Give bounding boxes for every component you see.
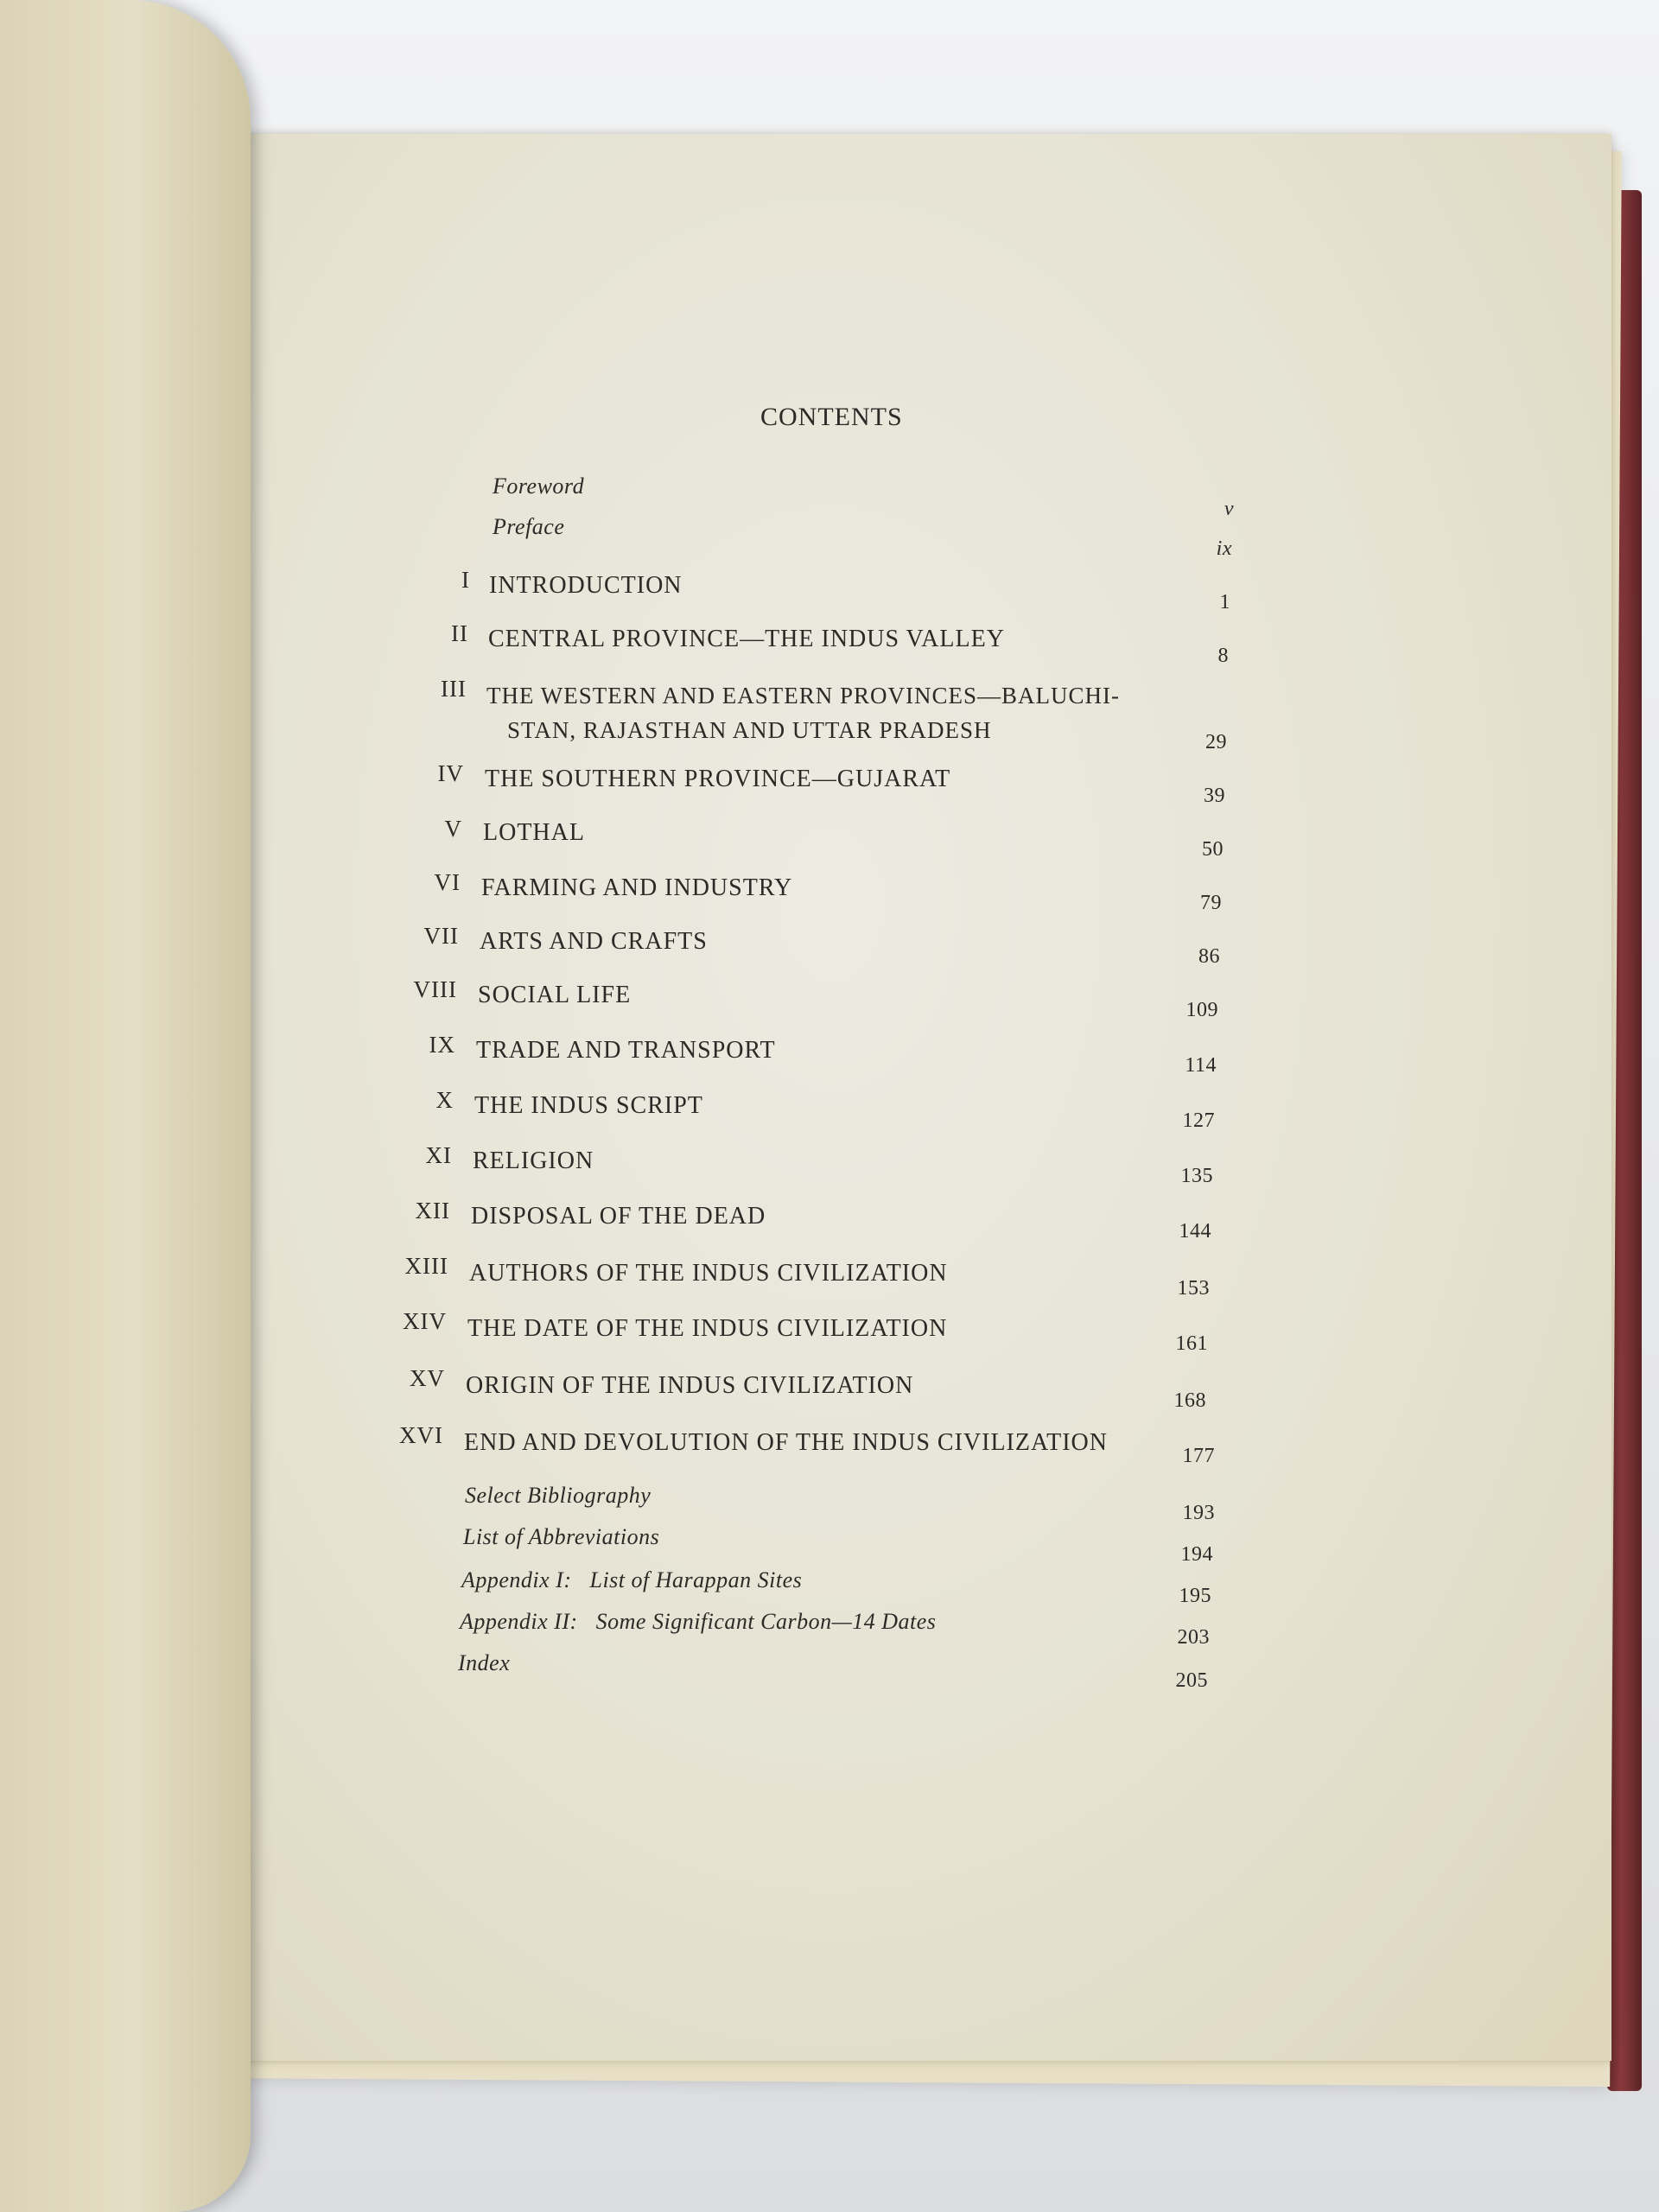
chapter-page: 114	[1185, 1054, 1217, 1077]
chapter-page: 50	[1202, 838, 1224, 861]
toc-page-abbreviations: 194	[1180, 1543, 1213, 1566]
chapter-title: THE DATE OF THE INDUS CIVILIZATION	[467, 1315, 948, 1342]
chapter-title: TRADE AND TRANSPORT	[476, 1037, 776, 1064]
chapter-title: DISPOSAL OF THE DEAD	[471, 1203, 766, 1230]
chapter-page: 86	[1198, 945, 1220, 968]
toc-page-appendix-1: 195	[1179, 1585, 1211, 1607]
chapter-title: AUTHORS OF THE INDUS CIVILIZATION	[469, 1260, 948, 1287]
chapter-numeral: XIV	[403, 1308, 447, 1334]
chapter-title: CENTRAL PROVINCE—THE INDUS VALLEY	[488, 626, 1005, 652]
chapter-title: FARMING AND INDUSTRY	[481, 874, 793, 901]
chapter-title: LOTHAL	[483, 819, 585, 846]
toc-label-foreword: Foreword	[493, 474, 585, 499]
chapter-numeral: IV	[437, 760, 464, 786]
chapter-page: 153	[1177, 1277, 1210, 1300]
chapter-title: ORIGIN OF THE INDUS CIVILIZATION	[466, 1372, 914, 1399]
chapter-title: RELIGION	[473, 1147, 594, 1174]
toc-page-appendix-2: 203	[1177, 1626, 1210, 1649]
chapter-page: 109	[1185, 999, 1218, 1021]
chapter-title: THE SOUTHERN PROVINCE—GUJARAT	[485, 766, 951, 792]
chapter-page: 8	[1217, 645, 1229, 667]
toc-page-index: 205	[1175, 1669, 1208, 1692]
chapter-title: SOCIAL LIFE	[478, 982, 632, 1008]
toc-label-bibliography: Select Bibliography	[465, 1483, 652, 1508]
toc-page-preface: ix	[1216, 537, 1232, 560]
chapter-numeral: VI	[434, 869, 461, 895]
toc-page-foreword: v	[1224, 498, 1234, 520]
chapter-numeral: VII	[423, 923, 459, 949]
chapter-numeral: XII	[415, 1198, 450, 1224]
chapter-page: 79	[1200, 892, 1222, 914]
chapter-page: 144	[1179, 1220, 1211, 1243]
chapter-page: 29	[1205, 731, 1227, 753]
chapter-page: 135	[1180, 1165, 1213, 1187]
chapter-page: 161	[1175, 1332, 1208, 1355]
chapter-numeral: II	[451, 620, 468, 646]
chapter-numeral: XVI	[399, 1422, 443, 1448]
chapter-numeral: I	[461, 567, 470, 593]
chapter-title: INTRODUCTION	[489, 572, 683, 599]
toc-label-appendix-1: Appendix I: List of Harappan Sites	[461, 1567, 803, 1592]
chapter-title-continued: STAN, RAJASTHAN AND UTTAR PRADESH	[507, 717, 992, 743]
chapter-page: 39	[1204, 785, 1225, 807]
chapter-numeral: XI	[425, 1142, 452, 1168]
toc-label-abbreviations: List of Abbreviations	[463, 1524, 660, 1549]
chapter-title: ARTS AND CRAFTS	[480, 928, 708, 955]
toc-label-appendix-2: Appendix II: Some Significant Carbon—14 Dates	[460, 1609, 937, 1634]
chapter-numeral: XIII	[404, 1253, 448, 1279]
chapter-page: 177	[1182, 1445, 1215, 1467]
chapter-page: 1	[1219, 591, 1230, 613]
chapter-numeral: X	[435, 1087, 454, 1113]
chapter-title: THE WESTERN AND EASTERN PROVINCES—BALUCHI-	[486, 683, 1121, 709]
chapter-numeral: V	[444, 816, 462, 842]
chapter-title: THE INDUS SCRIPT	[474, 1092, 703, 1119]
chapter-numeral: III	[441, 676, 467, 702]
toc-page-bibliography: 193	[1182, 1502, 1215, 1524]
toc-label-index: Index	[458, 1650, 511, 1675]
chapter-page: 127	[1182, 1109, 1215, 1132]
chapter-numeral: XV	[410, 1365, 445, 1391]
toc-label-preface: Preface	[493, 514, 565, 539]
chapter-numeral: IX	[429, 1032, 455, 1058]
left-page	[0, 0, 251, 2212]
chapter-page: 168	[1173, 1389, 1206, 1412]
chapter-title: END AND DEVOLUTION OF THE INDUS CIVILIZATION	[464, 1429, 1108, 1456]
page-title: CONTENTS	[760, 403, 903, 431]
chapter-numeral: VIII	[413, 976, 457, 1002]
